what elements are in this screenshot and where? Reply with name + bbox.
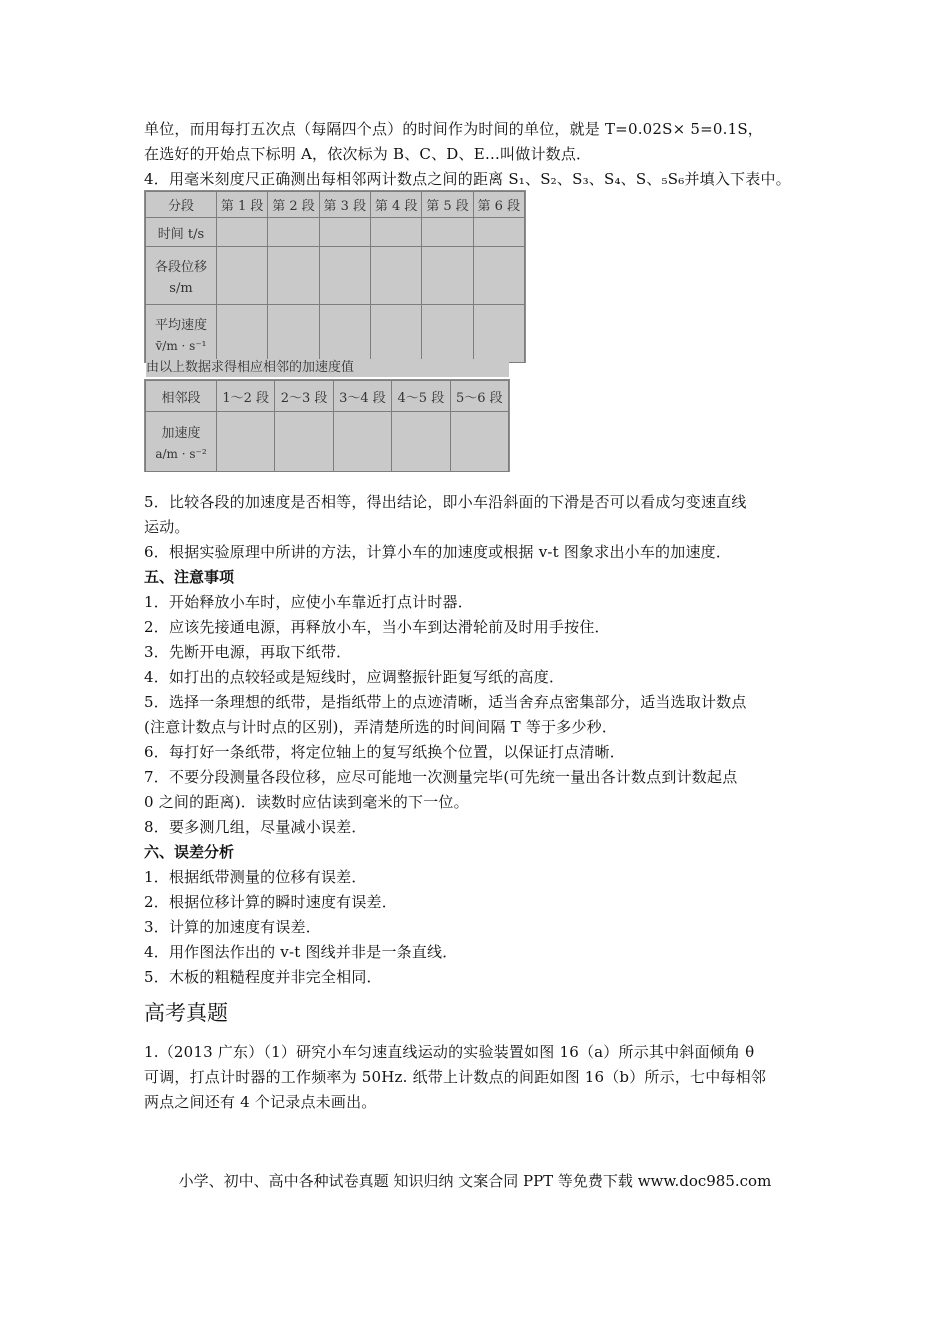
note-4: 4．如打出的点较轻或是短线时，应调整振针距复写纸的高度．	[144, 668, 565, 686]
table1-header: 第 1 段	[217, 192, 268, 218]
table2-header: 1～2 段	[217, 381, 275, 412]
table1-row-label: 各段位移 s/m	[146, 247, 217, 305]
note-1: 1．开始释放小车时，应使小车靠近打点计时器．	[144, 593, 473, 611]
table1-header: 第 3 段	[319, 192, 370, 218]
table2-header: 5～6 段	[450, 381, 508, 412]
note-8: 8．要多测几组，尽量减小误差．	[144, 818, 367, 836]
exam-line-1: 1.（2013 广东）（1）研究小车匀速直线运动的实验装置如图 16（a）所示其中斜面倾角 θ	[144, 1043, 755, 1061]
exam-heading: 高考真题	[144, 1001, 228, 1025]
table2-header: 3～4 段	[333, 381, 391, 412]
table1-header: 第 2 段	[268, 192, 319, 218]
page-footer: 小学、初中、高中各种试卷真题 知识归纳 文案合同 PPT 等免费下载 www.doc985.com	[178, 1172, 772, 1190]
error-5: 5．木板的粗糙程度并非完全相同．	[144, 968, 382, 986]
table2-row-label: 加速度 a/m · s⁻²	[146, 412, 217, 472]
table1-header: 第 4 段	[370, 192, 421, 218]
note-2: 2．应该先接通电源，再释放小车，当小车到达滑轮前及时用手按住．	[144, 618, 610, 636]
table1-row-label: 时间 t/s	[146, 218, 217, 247]
error-4: 4．用作图法作出的 v-t 图线并非是一条直线．	[144, 943, 458, 961]
measurement-table-image	[144, 190, 526, 363]
table2-caption: 由以上数据求得相应相邻的加速度值	[146, 359, 509, 377]
step-5-line-2: 运动。	[144, 518, 190, 536]
table2-header: 4～5 段	[392, 381, 450, 412]
step-6: 6．根据实验原理中所讲的方法，计算小车的加速度或根据 v-t 图象求出小车的加速度．	[144, 543, 732, 561]
note-5-line-2: (注意计数点与计时点的区别)，弄清楚所选的时间间隔 T 等于多少秒．	[144, 718, 618, 736]
acceleration-table-image	[144, 379, 510, 472]
table1-row-label: 平均速度 v̄/m · s⁻¹	[146, 305, 217, 363]
step-5-line-1: 5．比较各段的加速度是否相等，得出结论，即小车沿斜面的下滑是否可以看成匀变速直线	[144, 493, 747, 511]
table1-header: 第 5 段	[422, 192, 473, 218]
measurement-table	[145, 191, 525, 363]
exam-line-3: 两点之间还有 4 个记录点未画出。	[144, 1093, 377, 1111]
error-2: 2．根据位移计算的瞬时速度有误差．	[144, 893, 397, 911]
note-5-line-1: 5．选择一条理想的纸带，是指纸带上的点迹清晰，适当舍弃点密集部分，适当选取计数点	[144, 693, 747, 711]
table1-header: 第 6 段	[473, 192, 524, 218]
step-4: 4．用毫米刻度尺正确测出每相邻两计数点之间的距离 S₁、S₂、S₃、S₄、S、₅S₆并填入下表中。	[144, 170, 791, 188]
error-3: 3．计算的加速度有误差．	[144, 918, 321, 936]
table2-header: 相邻段	[146, 381, 217, 412]
note-7-line-2: 0 之间的距离)．读数时应估读到毫米的下一位。	[144, 793, 469, 811]
acceleration-table	[145, 380, 509, 472]
exam-line-2: 可调，打点计时器的工作频率为 50Hz. 纸带上计数点的间距如图 16（b）所示，七中每相邻	[144, 1068, 767, 1086]
note-3: 3．先断开电源，再取下纸带．	[144, 643, 352, 661]
note-6: 6．每打好一条纸带，将定位轴上的复写纸换个位置，以保证打点清晰．	[144, 743, 625, 761]
notes-heading: 五、注意事项	[144, 568, 235, 586]
note-7-line-1: 7．不要分段测量各段位移，应尽可能地一次测量完毕(可先统一量出各计数点到计数起点	[144, 768, 738, 786]
error-1: 1．根据纸带测量的位移有误差．	[144, 868, 367, 886]
intro-line-1: 单位，而用每打五次点（每隔四个点）的时间作为时间的单位，就是 T=0.02S× 5=0.1S，	[144, 120, 763, 138]
table2-header: 2～3 段	[275, 381, 333, 412]
errors-heading: 六、误差分析	[144, 843, 235, 861]
intro-line-2: 在选好的开始点下标明 A，依次标为 B、C、D、E…叫做计数点．	[144, 145, 592, 163]
table1-header: 分段	[146, 192, 217, 218]
